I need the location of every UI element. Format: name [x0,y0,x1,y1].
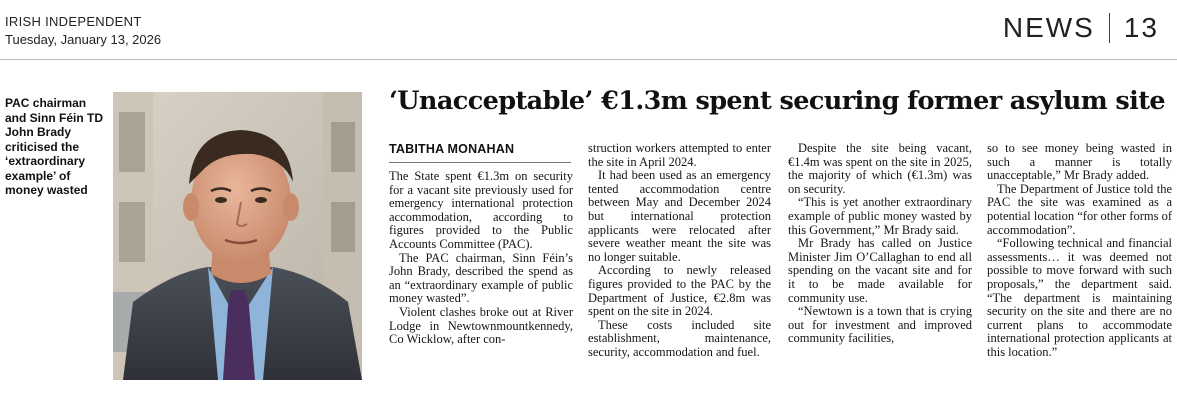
publication-name: IRISH INDEPENDENT [5,14,142,29]
byline-rule [389,162,571,163]
paragraph: The State spent €1.3m on security for a vacant site previously used for emergency international protection accommodation, according to figures provided to the Public Accounts Committee (PAC). [389,169,573,251]
section-name: NEWS [1002,12,1095,43]
paragraph: The PAC chairman, Sinn Féin’s John Brady, described the spend as an “extraordinary example of public money wasted”. [389,250,573,306]
article-column-3 [788,142,972,346]
photo-caption: PAC chairman and Sinn Féin TD John Brady criticised the ‘extraordinary example’ of money wasted [5,96,103,197]
section-divider [1109,13,1110,43]
paragraph: These costs included site establishment, maintenance, security, accommodation and fuel. [588,317,771,359]
paragraph: “This is yet another extraordinary example of public money wasted by this Government,” Mr Brady said. [788,195,972,237]
paragraph: Mr Brady has called on Justice Minister Jim O’Callaghan to end all spending on the vacant site and for it to be made available for community use. [788,236,972,305]
masthead [0,0,1177,62]
page-number: 13 [1123,12,1159,43]
paragraph: so to see money being wasted in such a manner is totally unacceptable,” Mr Brady added. [987,141,1172,183]
paragraph: It had been used as an emergency tented accommodation centre between May and December 2024 but international protection applicants were relocated after severe weather meant the site was no longer suitable. [588,168,771,264]
paragraph: Violent clashes broke out at River Lodge in Newtownmountkennedy, Co Wicklow, after con- [389,304,573,347]
article-byline: TABITHA MONAHAN [389,142,515,156]
article-column-2 [588,142,771,360]
article-photo [113,92,362,380]
paragraph: “Newtown is a town that is crying out for investment and improved community facilities, [788,304,972,346]
paragraph: struction workers attempted to enter the site in April 2024. [588,141,771,169]
article-column-4 [987,142,1172,360]
paragraph: Despite the site being vacant, €1.4m was spent on the site in 2025, the majority of which (€1.3m) was on security. [788,141,972,196]
publication-date: Tuesday, January 13, 2026 [5,32,162,47]
article-column-1 [389,170,573,347]
article-headline: ‘Unacceptable’ €1.3m spent securing former asylum site [389,86,1166,116]
portrait-illustration [113,92,362,380]
paragraph: According to newly released figures provided to the PAC by the Department of Justice, €2.8m was spent on the site in 2024. [588,263,771,319]
masthead-rule [0,59,1177,60]
section-label [1003,12,1159,44]
paragraph: The Department of Justice told the PAC the site was examined as a potential location “for other forms of accommodation”. [987,181,1173,237]
paragraph: “Following technical and financial assessments… it was deemed not possible to move forward with such proposals,” the department said. “The department is maintaining security on the site and there are no current plans to accommodate international protection applicants at this location.” [987,236,1172,359]
